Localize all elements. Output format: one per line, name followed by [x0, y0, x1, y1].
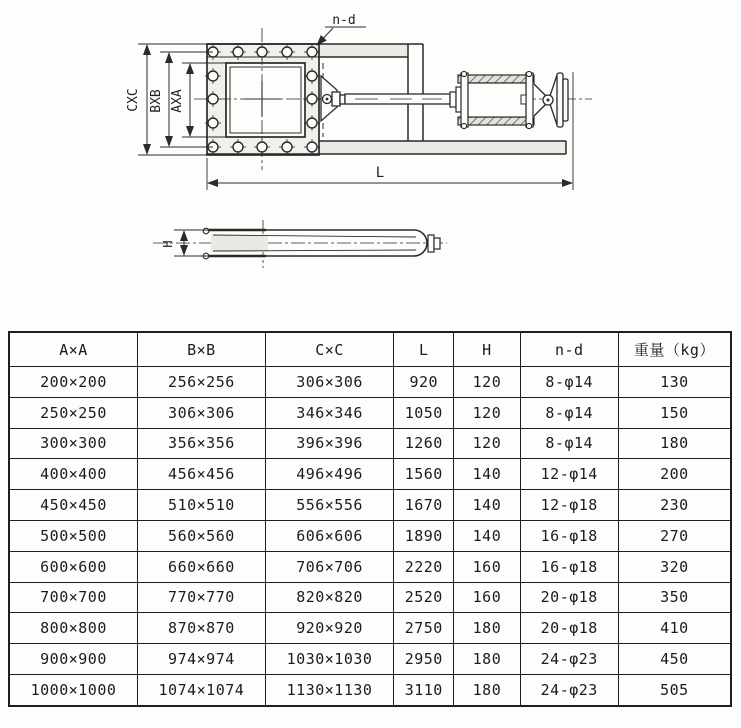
dim-label-l: L	[375, 165, 385, 181]
table-row	[9, 613, 731, 644]
spec-cell: 120	[454, 397, 520, 428]
dim-label-axa: AXA	[170, 89, 185, 113]
spec-cell: 510×510	[138, 490, 266, 521]
spec-cell: 920×920	[265, 613, 394, 644]
spec-cell: 16-φ18	[520, 520, 618, 551]
column-header: n-d	[520, 332, 618, 367]
spec-cell: 20-φ18	[520, 582, 618, 613]
table-row	[9, 644, 731, 675]
table-row	[9, 459, 731, 490]
spec-cell: 1560	[394, 459, 454, 490]
table-row	[9, 397, 731, 428]
spec-cell: 306×306	[138, 397, 266, 428]
spec-cell: 120	[454, 428, 520, 459]
spec-cell: 2950	[394, 644, 454, 675]
table-row	[9, 490, 731, 521]
spec-cell: 1130×1130	[265, 674, 394, 705]
table-row	[9, 582, 731, 613]
spec-cell: 160	[454, 582, 520, 613]
gearbox-top-plate	[458, 75, 534, 83]
technical-drawing	[0, 0, 741, 318]
side-end-cap	[428, 235, 434, 252]
spec-cell: 20-φ18	[520, 613, 618, 644]
spec-cell: 1670	[394, 490, 454, 521]
spec-cell: 140	[454, 490, 520, 521]
spec-cell: 300×300	[9, 428, 138, 459]
column-header: B×B	[138, 332, 266, 367]
spec-cell: 2750	[394, 613, 454, 644]
spec-table	[8, 331, 732, 707]
dim-n-d	[317, 13, 366, 45]
table-row	[9, 428, 731, 459]
spec-cell: 1260	[394, 428, 454, 459]
spec-cell: 500×500	[9, 520, 138, 551]
spec-cell: 200×200	[9, 367, 138, 398]
spec-cell: 24-φ23	[520, 674, 618, 705]
spec-cell: 180	[618, 428, 731, 459]
spec-cell: 974×974	[138, 644, 266, 675]
dim-label-bxb: BXB	[149, 89, 164, 113]
column-header: C×C	[265, 332, 394, 367]
spec-cell: 270	[618, 520, 731, 551]
gate-opening	[226, 63, 305, 137]
gearbox-bottom-plate	[458, 117, 534, 125]
spec-cell: 160	[454, 551, 520, 582]
spec-cell: 346×346	[265, 397, 394, 428]
spec-cell: 8-φ14	[520, 367, 618, 398]
spec-cell: 180	[454, 644, 520, 675]
spec-cell: 356×356	[138, 428, 266, 459]
spec-cell: 8-φ14	[520, 397, 618, 428]
spec-cell: 350	[618, 582, 731, 613]
actuator-gearbox	[450, 71, 534, 128]
table-row	[9, 551, 731, 582]
handwheel-rim	[557, 73, 563, 127]
spec-cell: 450×450	[9, 490, 138, 521]
spec-cell: 1050	[394, 397, 454, 428]
spec-cell: 306×306	[265, 367, 394, 398]
spec-table-section	[8, 331, 732, 707]
spec-cell: 130	[618, 367, 731, 398]
spec-cell: 870×870	[138, 613, 266, 644]
spec-cell: 320	[618, 551, 731, 582]
stem-assembly	[321, 76, 450, 121]
spec-cell: 505	[618, 674, 731, 705]
spec-cell: 16-φ18	[520, 551, 618, 582]
spec-cell: 556×556	[265, 490, 394, 521]
spec-cell: 24-φ23	[520, 644, 618, 675]
spec-cell: 1030×1030	[265, 644, 394, 675]
spec-cell: 2220	[394, 551, 454, 582]
spec-cell: 800×800	[9, 613, 138, 644]
table-row	[9, 674, 731, 705]
front-view	[126, 13, 592, 190]
table-row	[9, 520, 731, 551]
spec-cell: 140	[454, 520, 520, 551]
column-header: 重量（kg）	[618, 332, 731, 367]
dim-label-cxc: CXC	[126, 88, 141, 112]
spec-cell: 3110	[394, 674, 454, 705]
spec-cell: 900×900	[9, 644, 138, 675]
table-row	[9, 367, 731, 398]
spec-cell: 606×606	[265, 520, 394, 551]
column-header: A×A	[9, 332, 138, 367]
spec-cell: 180	[454, 674, 520, 705]
spec-cell: 230	[618, 490, 731, 521]
spec-cell: 180	[454, 613, 520, 644]
spec-cell: 256×256	[138, 367, 266, 398]
dim-label-n-d: n-d	[332, 13, 356, 28]
spec-cell: 400×400	[9, 459, 138, 490]
spec-cell: 250×250	[9, 397, 138, 428]
spec-cell: 820×820	[265, 582, 394, 613]
spec-cell: 396×396	[265, 428, 394, 459]
spec-cell: 660×660	[138, 551, 266, 582]
spec-cell: 1074×1074	[138, 674, 266, 705]
spec-cell: 150	[618, 397, 731, 428]
spec-cell: 456×456	[138, 459, 266, 490]
column-header: H	[454, 332, 520, 367]
spec-cell: 140	[454, 459, 520, 490]
table-header-row	[9, 332, 731, 367]
dim-cxc	[126, 44, 207, 155]
handwheel	[534, 73, 568, 127]
spec-cell: 560×560	[138, 520, 266, 551]
spec-cell: 200	[618, 459, 731, 490]
spec-cell: 450	[618, 644, 731, 675]
spec-cell: 700×700	[9, 582, 138, 613]
dim-label-h: H	[161, 240, 175, 248]
spec-cell: 770×770	[138, 582, 266, 613]
spec-cell: 706×706	[265, 551, 394, 582]
side-view	[153, 220, 447, 268]
spec-cell: 920	[394, 367, 454, 398]
spec-cell: 12-φ14	[520, 459, 618, 490]
side-gate-plate	[211, 235, 268, 252]
spec-cell: 1000×1000	[9, 674, 138, 705]
spec-cell: 1890	[394, 520, 454, 551]
spec-cell: 2520	[394, 582, 454, 613]
spec-cell: 496×496	[265, 459, 394, 490]
spec-cell: 120	[454, 367, 520, 398]
spec-cell: 410	[618, 613, 731, 644]
spec-cell: 12-φ18	[520, 490, 618, 521]
spec-cell: 8-φ14	[520, 428, 618, 459]
spec-cell: 600×600	[9, 551, 138, 582]
column-header: L	[394, 332, 454, 367]
